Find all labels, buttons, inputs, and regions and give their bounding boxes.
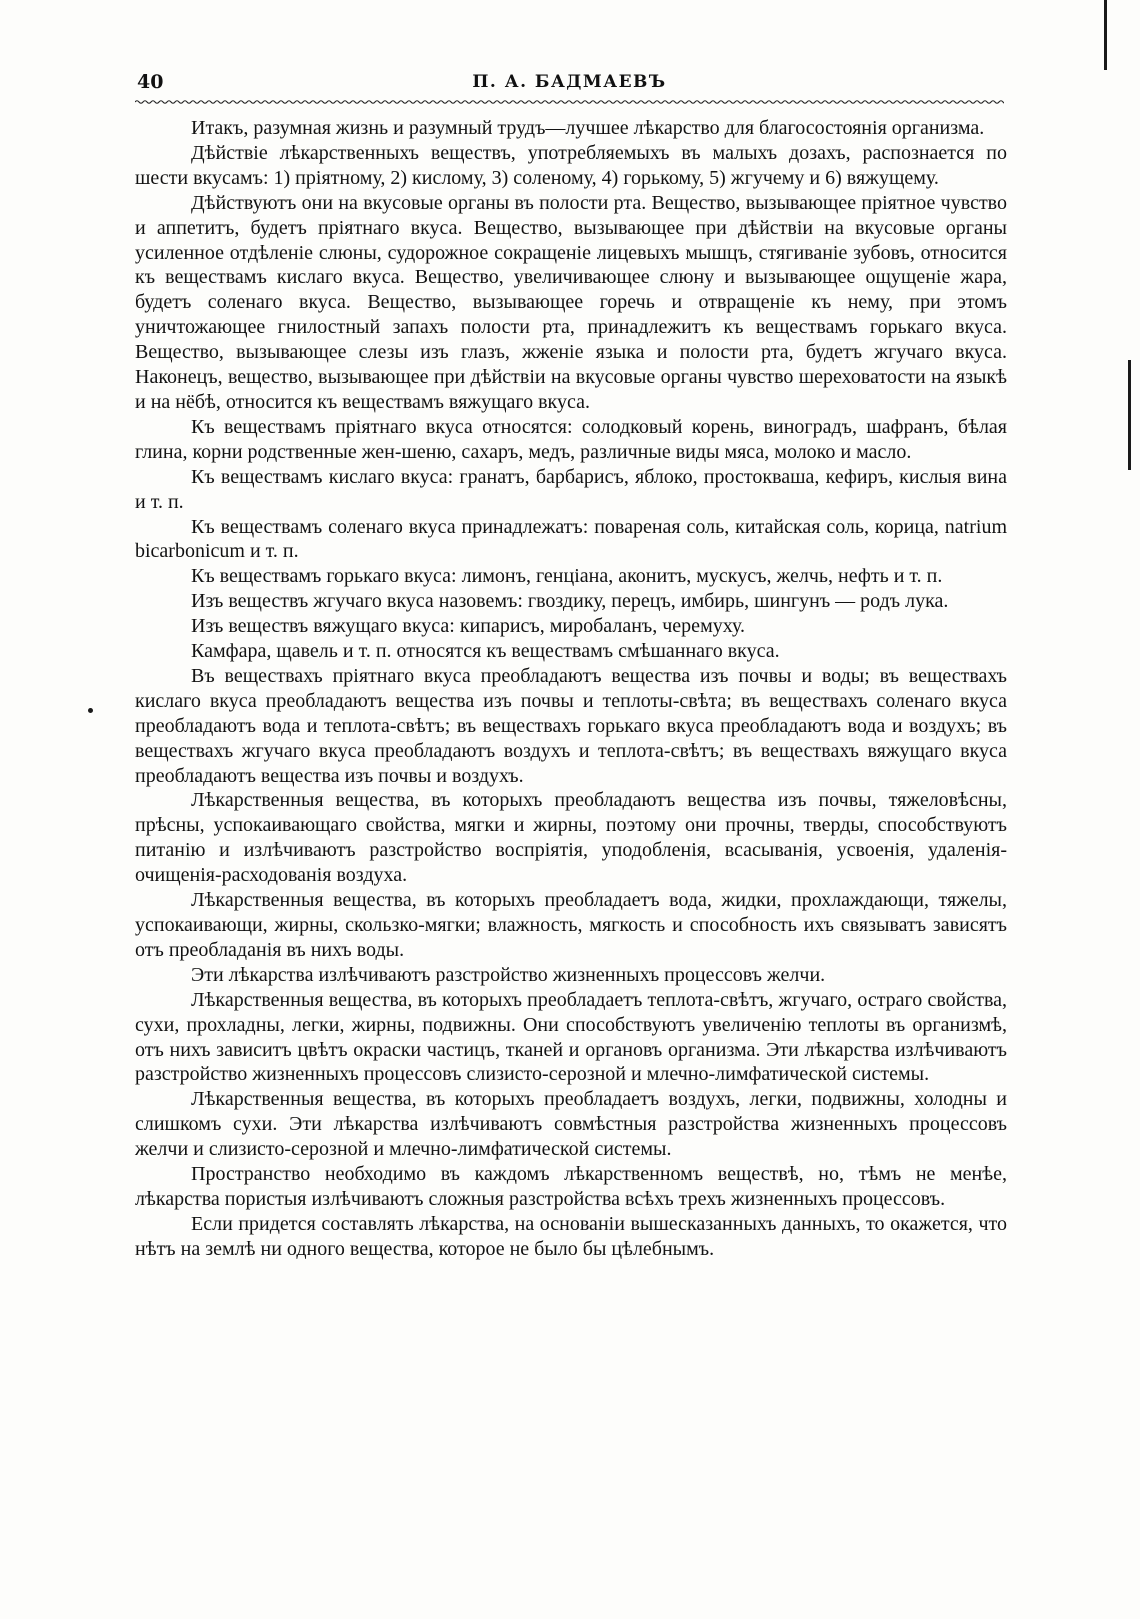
scan-artifact-line (1128, 360, 1131, 470)
scan-artifact-line (1104, 0, 1107, 70)
paragraph: Пространство необходимо въ каждомъ лѣкарственномъ веществѣ, но, тѣмъ не менѣе, лѣкарства пористыя излѣчиваютъ сложныя разстройства всѣхъ трехъ жизненныхъ процессовъ. (135, 1163, 1007, 1210)
paragraph: Итакъ, разумная жизнь и разумный трудъ—лучшее лѣкарство для благосостоянія организма. (191, 117, 985, 139)
paragraph: Лѣкарственныя вещества, въ которыхъ преобладаютъ вещества изъ почвы, тяжеловѣсны, прѣсны, успокаивающаго свойства, мягки и жирны, поэтому они прочны, тверды, способствуютъ питанію и излѣчиваютъ разстройство воспріятія, уподобленія, всасыванія, усвоенія, удаленія-очищенія-расходованія воздуха. (135, 789, 1007, 887)
paragraph: Лѣкарственныя вещества, въ которыхъ преобладаетъ вода, жидки, прохлаждающи, тяжелы, успокаивающи, жирны, скользко-мягки; влажность, мягкость и способность ихъ связыватъ зависятъ отъ преобладанія въ нихъ воды. (135, 889, 1007, 961)
paragraph: Къ веществамъ пріятнаго вкуса относятся: солодковый корень, виноградъ, шафранъ, бѣлая глина, корни родственные жен-шеню, сахаръ, медъ, различные виды мяса, молоко и масло. (135, 415, 1007, 463)
paragraph: Изъ веществъ вяжущаго вкуса: кипарисъ, миробаланъ, черемуху. (191, 615, 745, 638)
paragraph: Эти лѣкарства излѣчиваютъ разстройство жизненныхъ процессовъ желчи. (191, 963, 826, 986)
page-number: 40 (137, 71, 164, 93)
body-text (135, 116, 1007, 1262)
paragraph: Дѣйствуютъ они на вкусовые органы въ полости рта. Вещество, вызывающее пріятное чувство и аппетитъ, будетъ пріятнаго вкуса. Вещество, вызывающее при дѣйствіи на вкусовые органы усиленное отдѣленіе слюны, судорожное сокращеніе лицевыхъ мышцъ, стягиваніе зубовъ, относится къ веществамъ кислаго вкуса. Вещество, увеличивающее слюну и вызывающее ощущеніе жара, будетъ соленаго вкуса. Вещество, вызывающее горечь и отвращеніе къ нему, при этомъ уничтожающее гнилостный запахъ полости рта, принадлежитъ къ веществамъ горькаго вкуса. Вещество, вызывающее слезы изъ глазъ, жженіе языка и полости рта, будетъ жгучаго вкуса. Наконецъ, вещество, вызывающее при дѣйствіи на вкусовые органы чувство шереховатости на языкѣ и на нёбѣ, относится къ веществамъ вяжущаго вкуса. (135, 191, 1007, 413)
paragraph: Къ веществамъ кислаго вкуса: гранатъ, барбарисъ, яблоко, простокваша, кефиръ, кислыя вина и т. п. (135, 465, 1007, 513)
paragraph: Изъ веществъ жгучаго вкуса назовемъ: гвоздику, перецъ, имбирь, шингунъ — родъ лука. (191, 590, 949, 613)
paragraph: Если придется составлять лѣкарства, на основаніи вышесказанныхъ данныхъ, то окажется, что нѣтъ на землѣ ни одного вещества, которое не было бы цѣлебнымъ. (135, 1212, 1007, 1260)
paragraph: Лѣкарственныя вещества, въ которыхъ преобладаетъ воздухъ, легки, подвижны, холодны и слишкомъ сухи. Эти лѣкарства излѣчиваютъ совмѣстныя разстройства жизненныхъ процессовъ желчи и слизисто-серозной и млечно-лимфатической системы. (135, 1088, 1007, 1161)
paragraph: Въ веществахъ пріятнаго вкуса преобладаютъ вещества изъ почвы и воды; въ веществахъ кислаго вкуса преобладаютъ вещества изъ почвы и теплоты-свѣта; въ веществахъ соленаго вкуса преобладаютъ вода и теплота-свѣтъ; въ веществахъ горькаго вкуса преобладаютъ вода и воздухъ; въ веществахъ жгучаго вкуса преобладаютъ воздухъ и теплота-свѣтъ; въ веществахъ вяжущаго вкуса преобладаютъ вещества изъ почвы и воздухъ. (135, 664, 1007, 787)
running-title: П. А. БАДМАЕВЪ (472, 72, 667, 92)
wavy-header-rule (135, 99, 1004, 105)
paragraph: Къ веществамъ соленаго вкуса принадлежатъ: повареная соль, китайская соль, корица, natrium bicarbonicum и т. п. (135, 515, 1007, 563)
paragraph: Къ веществамъ горькаго вкуса: лимонъ, генціана, аконитъ, мускусъ, желчь, нефть и т. п. (191, 565, 943, 588)
paragraph: Лѣкарственныя вещества, въ которыхъ преобладаетъ теплота-свѣтъ, жгучаго, остраго свойства, сухи, прохладны, легки, жирны, подвижны. Они способствуютъ увеличенію теплоты въ организмѣ, отъ нихъ зависитъ цвѣтъ окраски частицъ, тканей и органовъ организма. Эти лѣкарства излѣчиваютъ разстройство жизненныхъ процессовъ слизисто-серозной и млечно-лимфатической системы. (135, 988, 1007, 1086)
paragraph: Дѣйствіе лѣкарственныхъ веществъ, употребляемыхъ въ малыхъ дозахъ, распознается по шести вкусамъ: 1) пріятному, 2) кислому, 3) соленому, 4) горькому, 5) жгучему и 6) вяжущему. (135, 141, 1007, 189)
page-header (137, 71, 1002, 97)
paragraph: Камфара, щавель и т. п. относятся къ веществамъ смѣшаннаго вкуса. (191, 640, 780, 663)
scan-artifact-dot (88, 708, 93, 713)
